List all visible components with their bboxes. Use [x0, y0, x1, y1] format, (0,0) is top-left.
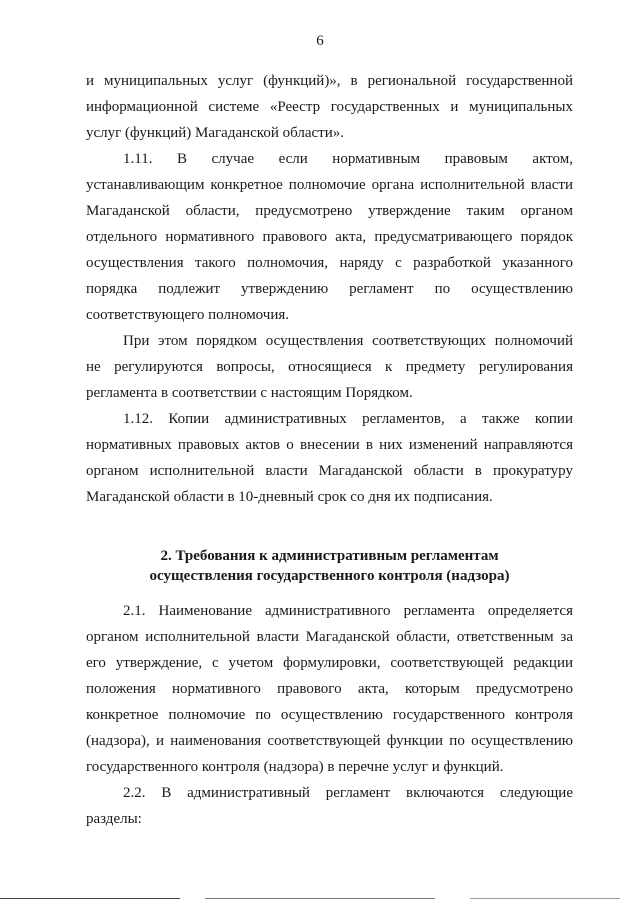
paragraph-2-2: [86, 780, 573, 832]
text-line: и муниципальных услуг (функций)», в региональной государственной: [86, 73, 573, 89]
text-line: 1.11. В случае если нормативным правовым актом,: [123, 151, 573, 167]
text-line: При этом порядком осуществления соответствующих полномочий: [123, 333, 573, 349]
text-line: органом исполнительной власти Магаданской области в прокуратуру: [86, 463, 573, 479]
text-line: отдельного нормативного правового акта, предусматривающего порядок: [86, 229, 573, 245]
text-line: его утверждение, с учетом формулировки, соответствующей редакции: [86, 655, 573, 671]
text-line: (надзора), и наименования соответствующей функции по осуществлению: [86, 733, 573, 749]
text-line: Магаданской области в 10-дневный срок со дня их подписания.: [86, 489, 493, 505]
text-line: 2.2. В административный регламент включаются следующие: [123, 785, 573, 801]
text-line: конкретное полномочие по осуществлению государственного контроля: [86, 707, 573, 723]
text-line: осуществления такого полномочия, наряду с разработкой указанного: [86, 255, 573, 271]
page-number: 6: [316, 33, 324, 49]
section-heading: [86, 546, 573, 586]
text-line: информационной системе «Реестр государственных и муниципальных: [86, 99, 573, 115]
text-line: 1.12. Копии административных регламентов, а также копии: [123, 411, 573, 427]
text-line: соответствующего полномочия.: [86, 307, 290, 323]
text-line: регламента в соответствии с настоящим Порядком.: [86, 385, 413, 401]
text-line: устанавливающим конкретное полномочие органа исполнительной власти: [86, 177, 573, 193]
text-line: 2.1. Наименование административного регламента определяется: [123, 603, 573, 619]
scan-edge-line: [205, 898, 435, 899]
paragraph-procedure: [86, 328, 573, 406]
paragraph-2-1: [86, 598, 573, 780]
text-line: органом исполнительной власти Магаданской области, ответственным за: [86, 629, 573, 645]
scan-edge-line: [0, 898, 180, 899]
heading-line: осуществления государственного контроля (надзора): [149, 568, 510, 584]
text-line: Магаданской области, предусмотрено утверждение таким органом: [86, 203, 573, 219]
text-line: не регулируются вопросы, относящиеся к предмету регулирования: [86, 359, 573, 375]
text-line: нормативных правовых актов о внесении в них изменений направляются: [86, 437, 573, 453]
text-line: государственного контроля (надзора) в перечне услуг и функций.: [86, 759, 504, 775]
heading-line: 2. Требования к административным регламентам: [160, 548, 499, 564]
text-line: услуг (функций) Магаданской области».: [86, 125, 345, 141]
text-line: разделы:: [86, 811, 142, 827]
text-line: положения нормативного правового акта, которым предусмотрено: [86, 681, 573, 697]
paragraph-1-11: [86, 146, 573, 328]
text-line: порядка подлежит утверждению регламент по осуществлению: [86, 281, 573, 297]
paragraph-1-12: [86, 406, 573, 510]
paragraph-continuation: [86, 68, 573, 146]
scan-edge-line: [470, 898, 620, 899]
body-text: [86, 68, 573, 832]
